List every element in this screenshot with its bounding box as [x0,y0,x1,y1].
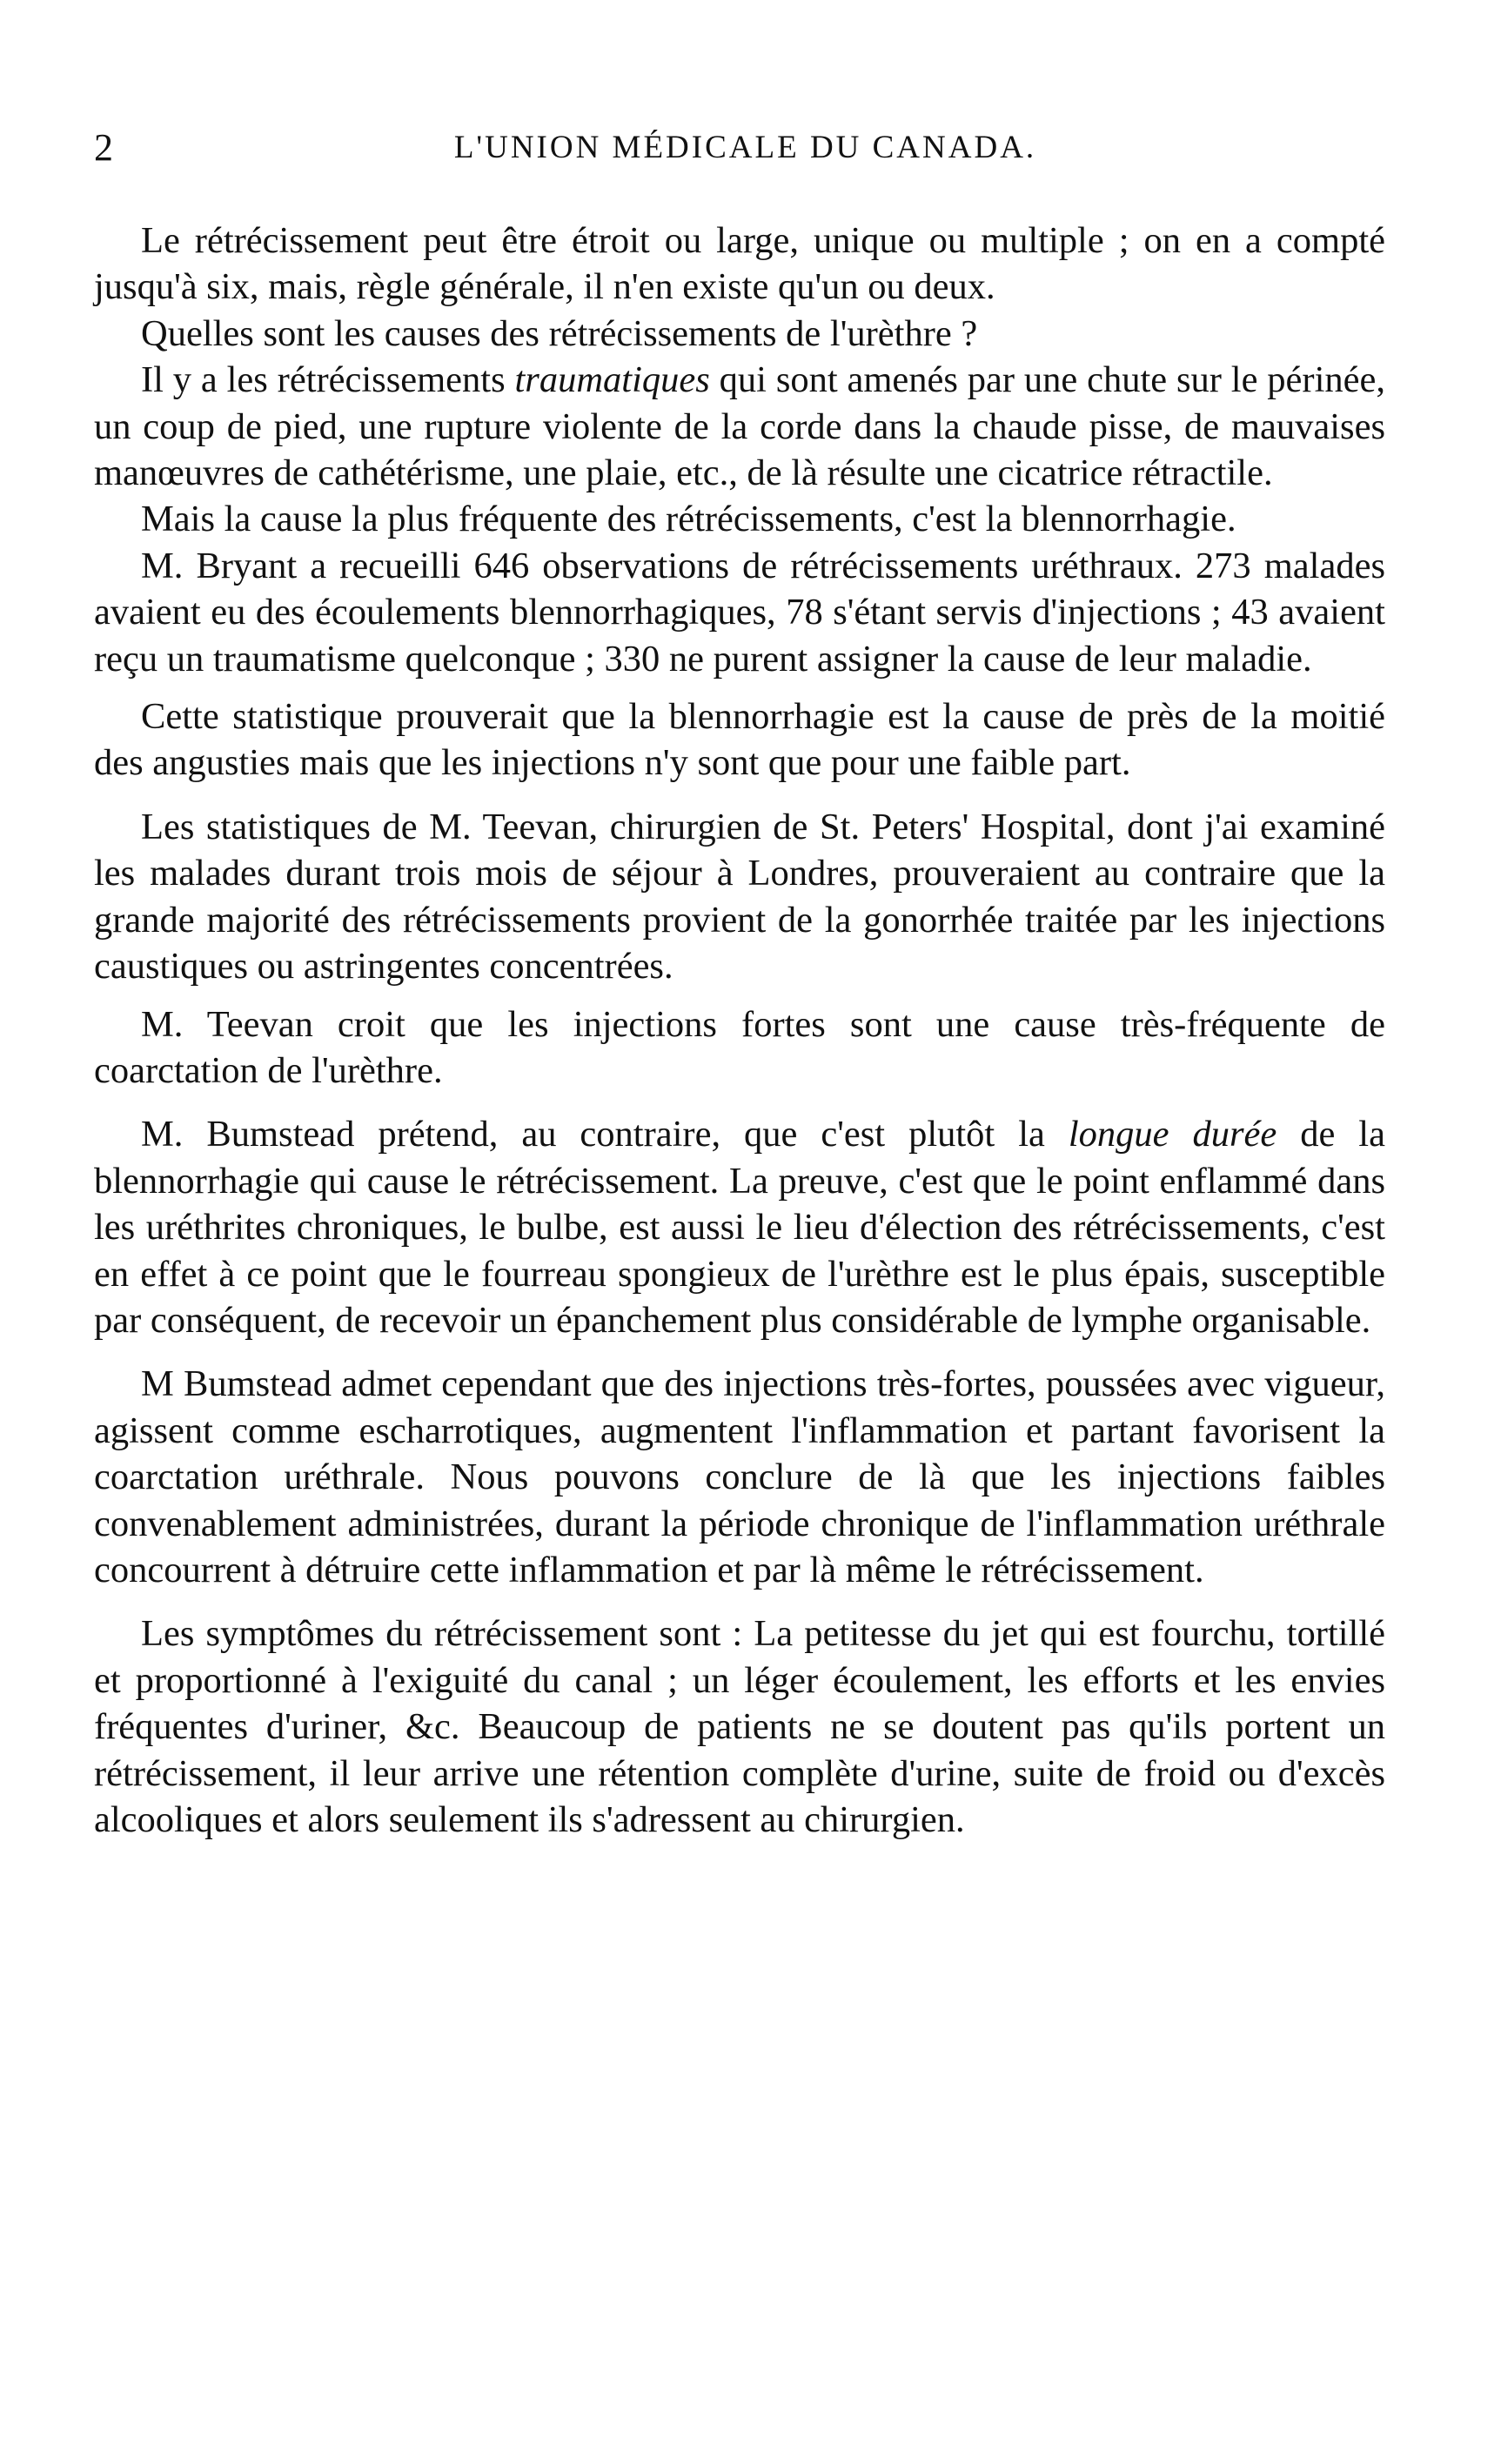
paragraph-blennorrhagia-cause: Mais la cause la plus fréquente des rétrécissements, c'est la blennorrhagie. [141,499,1236,540]
article-body [94,218,1385,1843]
paragraph-teevan-opinion: M. Teevan croit que les injections fortes sont une cause très-fréquente de coarctation de l'urèthre. [94,1003,1385,1091]
paragraph-bumstead-injections: M Bumstead admet cependant que des injections très-fortes, poussées avec vigueur, agissent comme escharrotiques, augmentent l'inflammation et partant favorisent la coarctation uréthrale. Nous pouvons conclure de là que les injections faibles convenablement administrées, durant la période chronique de l'inflammation uréthrale concourrent à détruire cette inflammation et par là même le rétrécissement. [94,1363,1385,1590]
paragraph-bryant-observations: M. Bryant a recueilli 646 observations de rétrécissements uréthraux. 273 malades avaient eu des écoulements blennorrhagiques, 78 s'étant servis d'injections ; 43 avaient reçu un traumatisme quelconque ; 330 ne purent assigner la cause de leur maladie. [94,545,1385,680]
paragraph-text: Il y a les rétrécissements [141,359,515,401]
paragraph-symptoms: Les symptômes du rétrécissement sont : La petitesse du jet qui est fourchu, tortillé et proportionné à l'exiguité du canal ; un léger écoulement, les efforts et les envies fréquentes d'uriner, &c. Beaucoup de patients ne se doutent pas qu'ils portent un rétrécissement, il leur arrive une rétention complète d'urine, suite de froid ou d'excès alcooliques et alors seulement ils s'adressent au chirurgien. [94,1613,1385,1840]
paragraph-bumstead-opinion [94,1111,1385,1343]
running-header [94,122,1397,174]
paragraph-text: M. Bumstead prétend, au contraire, que c'est plutôt la [141,1114,1069,1155]
paragraph-traumatic-strictures [94,357,1385,496]
emphasis-longue-duree: longue durée [1068,1114,1277,1155]
paragraph-causes-question: Quelles sont les causes des rétrécissements de l'urèthre ? [141,312,978,354]
emphasis-traumatiques: traumatiques [514,359,710,401]
paragraph-teevan-statistics: Les statistiques de M. Teevan, chirurgien de St. Peters' Hospital, dont j'ai examiné les malades durant trois mois de séjour à Londres, prouveraient au contraire que la grande majorité des rétrécissements provient de la gonorrhée traitée par les injections caustiques ou astringentes concentrées. [94,806,1385,988]
page-number: 2 [94,126,113,169]
paragraph-stricture-size: Le rétrécissement peut être étroit ou large, unique ou multiple ; on en a compté jusqu'à six, mais, règle générale, il n'en existe qu'un ou deux. [94,220,1385,308]
running-title: L'UNION MÉDICALE DU CANADA. [453,130,1037,165]
paragraph-text: de la blennorrhagie qui cause le rétrécissement. La preuve, c'est que le point enflammé dans les uréthrites chroniques, le bulbe, est aussi le lieu d'élection des rétrécissements, c'est en effet à ce point que le fourreau spongieux de l'urèthre est le plus épais, susceptible par conséquent, de recevoir un épanchement plus considérable de lymphe organisable. [94,1114,1385,1341]
paragraph-text: qui sont amenés par une chute sur le périnée, un coup de pied, une rupture violente de la corde dans la chaude pisse, de mauvaises manœuvres de cathétérisme, une plaie, etc., de là résulte une cicatrice rétractile. [94,359,1385,494]
paragraph-statistics-conclusion: Cette statistique prouverait que la blennorrhagie est la cause de près de la moitié des angusties mais que les injections n'y sont que pour une faible part. [94,696,1385,784]
